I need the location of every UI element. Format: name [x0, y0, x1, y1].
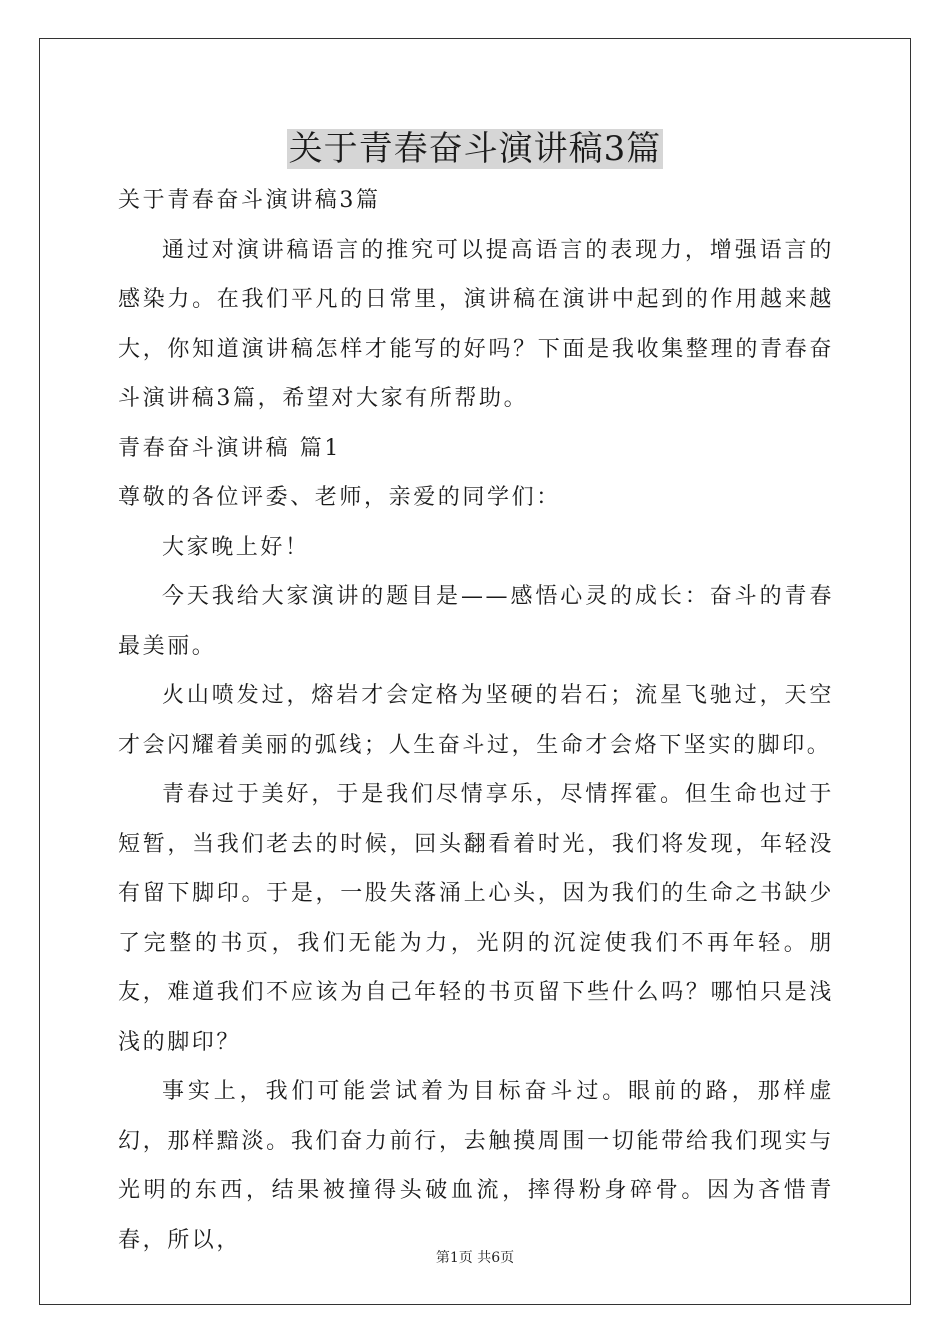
paragraph-greeting: 大家晚上好！ [162, 534, 310, 560]
document-body [118, 176, 834, 1265]
paragraph-subtitle: 关于青春奋斗演讲稿3篇 [118, 188, 381, 213]
section-heading: 青春奋斗演讲稿 篇1 [118, 435, 341, 461]
paragraph-topic: 今天我给大家演讲的题目是——感悟心灵的成长：奋斗的青春最美丽。 [118, 584, 834, 659]
paragraph-body: 事实上，我们可能尝试着为目标奋斗过。眼前的路，那样虚幻，那样黯淡。我们奋力前行，去触摸周围一切能带给我们现实与光明的东西，结果被撞得头破血流，摔得粉身碎骨。因为吝惜青春，所以， [118, 1079, 834, 1253]
paragraph-body: 火山喷发过，熔岩才会定格为坚硬的岩石；流星飞驰过，天空才会闪耀着美丽的弧线；人生奋斗过，生命才会烙下坚实的脚印。 [118, 683, 834, 758]
paragraph-salutation: 尊敬的各位评委、老师，亲爱的同学们： [118, 485, 561, 510]
page-footer: 第1页 共6页 [435, 1250, 515, 1266]
paragraph-intro: 通过对演讲稿语言的推究可以提高语言的表现力，增强语言的感染力。在我们平凡的日常里，演讲稿在演讲中起到的作用越来越大，你知道演讲稿怎样才能写的好吗？下面是我收集整理的青春奋斗演讲稿3篇，希望对大家有所帮助。 [118, 237, 834, 411]
paragraph-body: 青春过于美好，于是我们尽情享乐，尽情挥霍。但生命也过于短暂，当我们老去的时候，回头翻看着时光，我们将发现，年轻没有留下脚印。于是，一股失落涌上心头，因为我们的生命之书缺少了完整的书页，我们无能为力，光阴的沉淀使我们不再年轻。朋友，难道我们不应该为自己年轻的书页留下些什么吗？哪怕只是浅浅的脚印？ [118, 782, 834, 1055]
document-title [0, 124, 950, 174]
document-title-text: 关于青春奋斗演讲稿3篇 [288, 129, 662, 169]
